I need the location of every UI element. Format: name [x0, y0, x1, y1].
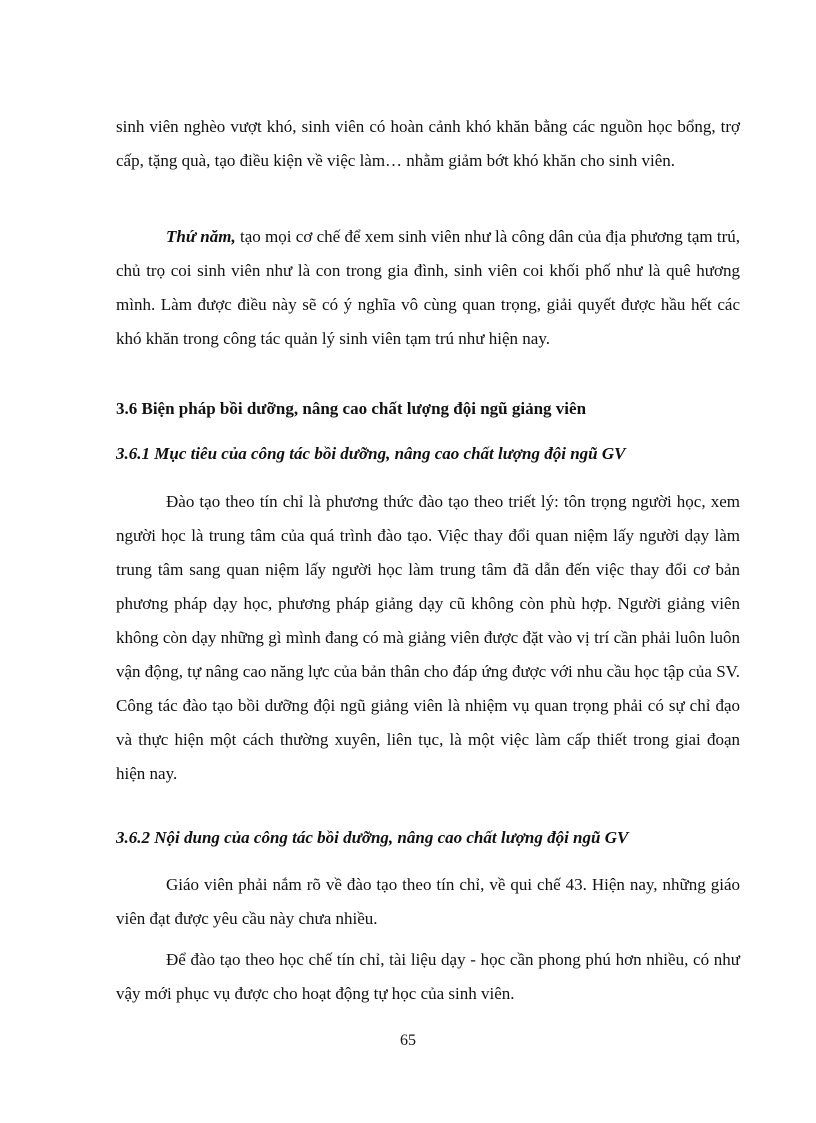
subsection-heading-3-6-2: 3.6.2 Nội dung của công tác bồi dưỡng, nâng cao chất lượng đội ngũ GV	[116, 828, 629, 847]
section-heading-3-6: 3.6 Biện pháp bồi dưỡng, nâng cao chất lượng đội ngũ giảng viên	[116, 399, 587, 418]
paragraph-continuation: sinh viên nghèo vượt khó, sinh viên có hoàn cảnh khó khăn bằng các nguồn học bổng, trợ cấp, tặng quà, tạo điều kiện về việc làm… nhằm giảm bớt khó khăn cho sinh viên.	[116, 117, 740, 170]
paragraph-3-6-1: Đào tạo theo tín chỉ là phương thức đào tạo theo triết lý: tôn trọng người học, xem người học là trung tâm của quá trình đào tạo. Việc thay đổi quan niệm lấy người dạy làm trung tâm sang quan niệm lấy người học làm trung tâm đã dẫn đến việc thay đổi cơ bản phương pháp dạy học, phương pháp giảng dạy cũ không còn phù hợp. Người giảng viên không còn dạy những gì mình đang có mà giảng viên được đặt vào vị trí cần phải luôn luôn vận động, tự nâng cao năng lực của bản thân cho đáp ứng được với nhu cầu học tập của SV. Công tác đào tạo bồi dưỡng đội ngũ giảng viên là nhiệm vụ quan trọng phải có sự chỉ đạo và thực hiện một cách thường xuyên, liên tục, là một việc làm cấp thiết trong giai đoạn hiện nay.	[116, 492, 740, 783]
fifth-point-lead: Thứ năm,	[166, 227, 236, 246]
subsection-heading-3-6-1: 3.6.1 Mục tiêu của công tác bồi dưỡng, nâng cao chất lượng đội ngũ GV	[116, 444, 626, 463]
fifth-point-body: tạo mọi cơ chế để xem sinh viên như là công dân của địa phương tạm trú, chủ trọ coi sinh viên như là con trong gia đình, sinh viên coi khối phố như là quê hương mình. Làm được điều này sẽ có ý nghĩa vô cùng quan trọng, giải quyết được hầu hết các khó khăn trong công tác quản lý sinh viên tạm trú như hiện nay.	[116, 227, 740, 348]
paragraph-3-6-2-b: Để đào tạo theo học chế tín chỉ, tài liệu dạy - học cần phong phú hơn nhiều, có như vậy mới phục vụ được cho hoạt động tự học của sinh viên.	[116, 950, 740, 1003]
page-number: 65	[400, 1032, 416, 1049]
paragraph-fifth-point	[116, 220, 740, 356]
paragraph-3-6-2-a: Giáo viên phải nắm rõ về đào tạo theo tín chỉ, về qui chế 43. Hiện nay, những giáo viên đạt được yêu cầu này chưa nhiều.	[116, 875, 740, 928]
